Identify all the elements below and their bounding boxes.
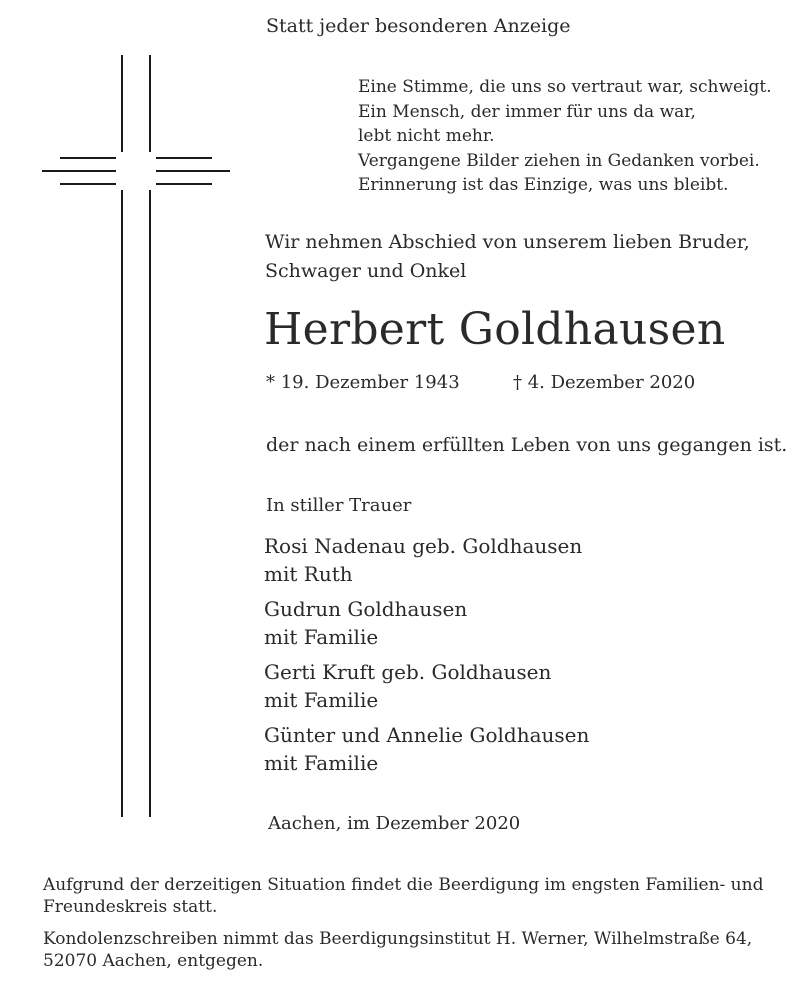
mourners-list <box>264 532 589 784</box>
mourner-entry <box>264 532 589 588</box>
cross-icon <box>40 55 232 825</box>
birth-date: * 19. Dezember 1943 <box>266 372 460 393</box>
poem-line: Eine Stimme, die uns so vertraut war, schweigt. <box>358 77 772 97</box>
mourner-with: mit Ruth <box>264 562 353 586</box>
passed-text: der nach einem erfüllten Leben von uns gegangen ist. <box>266 434 788 456</box>
poem <box>358 75 772 198</box>
mourner-entry <box>264 721 589 777</box>
deceased-name: Herbert Goldhausen <box>264 304 726 355</box>
mourner-name: Günter und Annelie Goldhausen <box>264 723 590 747</box>
poem-line: Vergangene Bilder ziehen in Gedanken vorbei. <box>358 150 760 171</box>
poem-line: Ein Mensch, der immer für uns da war, <box>358 101 696 122</box>
place-date: Aachen, im Dezember 2020 <box>268 813 521 834</box>
funeral-notice <box>43 874 763 918</box>
notice-line: 52070 Aachen, entgegen. <box>43 951 264 971</box>
poem-line: lebt nicht mehr. <box>358 126 495 146</box>
mourner-with: mit Familie <box>264 751 379 775</box>
mourner-entry <box>264 595 589 651</box>
mourner-name: Rosi Nadenau geb. Goldhausen <box>264 534 583 558</box>
farewell-intro <box>265 228 750 286</box>
mourner-name: Gudrun Goldhausen <box>264 597 468 621</box>
mourner-with: mit Familie <box>264 625 379 649</box>
mourning-label: In stiller Trauer <box>266 495 412 516</box>
notice-line: Aufgrund der derzeitigen Situation findet die Beerdigung im engsten Familien- und <box>43 875 764 895</box>
mourner-name: Gerti Kruft geb. Goldhausen <box>264 660 552 684</box>
intro-line: Schwager und Onkel <box>265 260 467 282</box>
notice-line: Freundeskreis statt. <box>43 897 218 917</box>
condolence-notice <box>43 928 752 972</box>
mourner-with: mit Familie <box>264 688 379 712</box>
notice-line: Kondolenzschreiben nimmt das Beerdigungsinstitut H. Werner, Wilhelmstraße 64, <box>43 929 753 949</box>
mourner-entry <box>264 658 589 714</box>
death-date: † 4. Dezember 2020 <box>513 372 696 393</box>
poem-line: Erinnerung ist das Einzige, was uns bleibt. <box>358 175 729 195</box>
intro-line: Wir nehmen Abschied von unserem lieben Bruder, <box>265 231 750 253</box>
announcement-heading: Statt jeder besonderen Anzeige <box>266 15 571 37</box>
